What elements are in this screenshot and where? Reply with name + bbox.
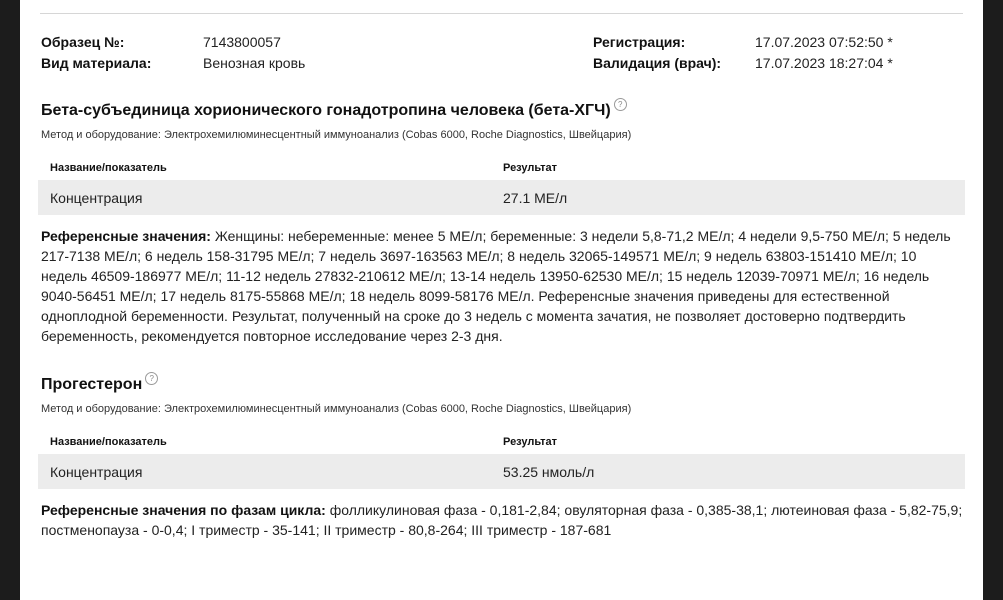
reference-text: фолликулиновая фаза - 0,181-2,84; овуляторная фаза - 0,385-38,1; лютеиновая фаза - 5,82-75,9; постменопауза - 0-0,4; I триместр - 35-141; II триместр - 80,8-264; III триместр - 187-681 xyxy=(41,502,963,538)
material-label: Вид материала: xyxy=(41,55,152,71)
table-row xyxy=(38,180,965,215)
row-result: 53.25 нмоль/л xyxy=(503,464,595,480)
reference-values xyxy=(41,226,965,346)
test-title: Бета-субъединица хорионического гонадотропина человека (бета-ХГЧ) ? xyxy=(41,102,965,120)
reference-text: Женщины: небеременные: менее 5 МЕ/л; беременные: 3 недели 5,8-71,2 МЕ/л; 4 недели 9,5-750 МЕ/л; 5 недель 217-7138 МЕ/л; 6 недель 158-31795 МЕ/л; 7 недель 3697-163563 МЕ/л; 8 недель 32065-149571 МЕ/л; 9 недель 63803-151410 МЕ/л; 10 недель 46509-186977 МЕ/л; 11-12 недель 27832-210612 МЕ/л; 13-14 недель 13950-62530 МЕ/л; 15 недель 12039-70971 МЕ/л; 16 недель 9040-56451 МЕ/л; 17 недель 8175-55868 МЕ/л; 18 недель 8099-58176 МЕ/л. Референсные значения приведены для естественной одноплодной беременности. Результат, полученный на сроке до 3 недель с момента зачатия, не позволяет достоверно подтвердить беременность, рекомендуется повторное исследование через 2-3 дня. xyxy=(41,228,951,344)
test-title: Прогестерон ? xyxy=(41,376,965,394)
reference-values xyxy=(41,500,965,540)
help-icon[interactable]: ? xyxy=(145,372,158,385)
top-divider xyxy=(40,13,963,14)
registration-label: Регистрация: xyxy=(593,34,686,50)
sample-info xyxy=(41,34,961,76)
validation-label: Валидация (врач): xyxy=(593,55,722,71)
row-result: 27.1 МЕ/л xyxy=(503,190,568,206)
validation-value: 17.07.2023 18:27:04 * xyxy=(755,55,893,71)
column-result-header: Результат xyxy=(503,162,558,174)
report-page xyxy=(20,0,983,600)
column-name-header: Название/показатель xyxy=(50,162,167,174)
table-header xyxy=(41,432,965,454)
method-text: Метод и оборудование: Электрохемилюминесцентный иммуноанализ (Cobas 6000, Roche Diagnostics, Швейцария) xyxy=(41,403,632,415)
sample-number-label: Образец №: xyxy=(41,34,125,50)
row-name: Концентрация xyxy=(50,190,143,206)
table-header xyxy=(41,158,965,180)
method-text: Метод и оборудование: Электрохемилюминесцентный иммуноанализ (Cobas 6000, Roche Diagnostics, Швейцария) xyxy=(41,129,632,141)
reference-label: Референсные значения по фазам цикла: xyxy=(41,502,326,518)
column-result-header: Результат xyxy=(503,436,558,448)
sample-number-value: 7143800057 xyxy=(203,34,281,50)
help-icon[interactable]: ? xyxy=(614,98,627,111)
material-value: Венозная кровь xyxy=(203,55,306,71)
column-name-header: Название/показатель xyxy=(50,436,167,448)
registration-value: 17.07.2023 07:52:50 * xyxy=(755,34,893,50)
test-section-progesterone xyxy=(41,376,965,540)
table-row xyxy=(38,454,965,489)
reference-label: Референсные значения: xyxy=(41,228,211,244)
row-name: Концентрация xyxy=(50,464,143,480)
test-section-hcg xyxy=(41,102,965,346)
